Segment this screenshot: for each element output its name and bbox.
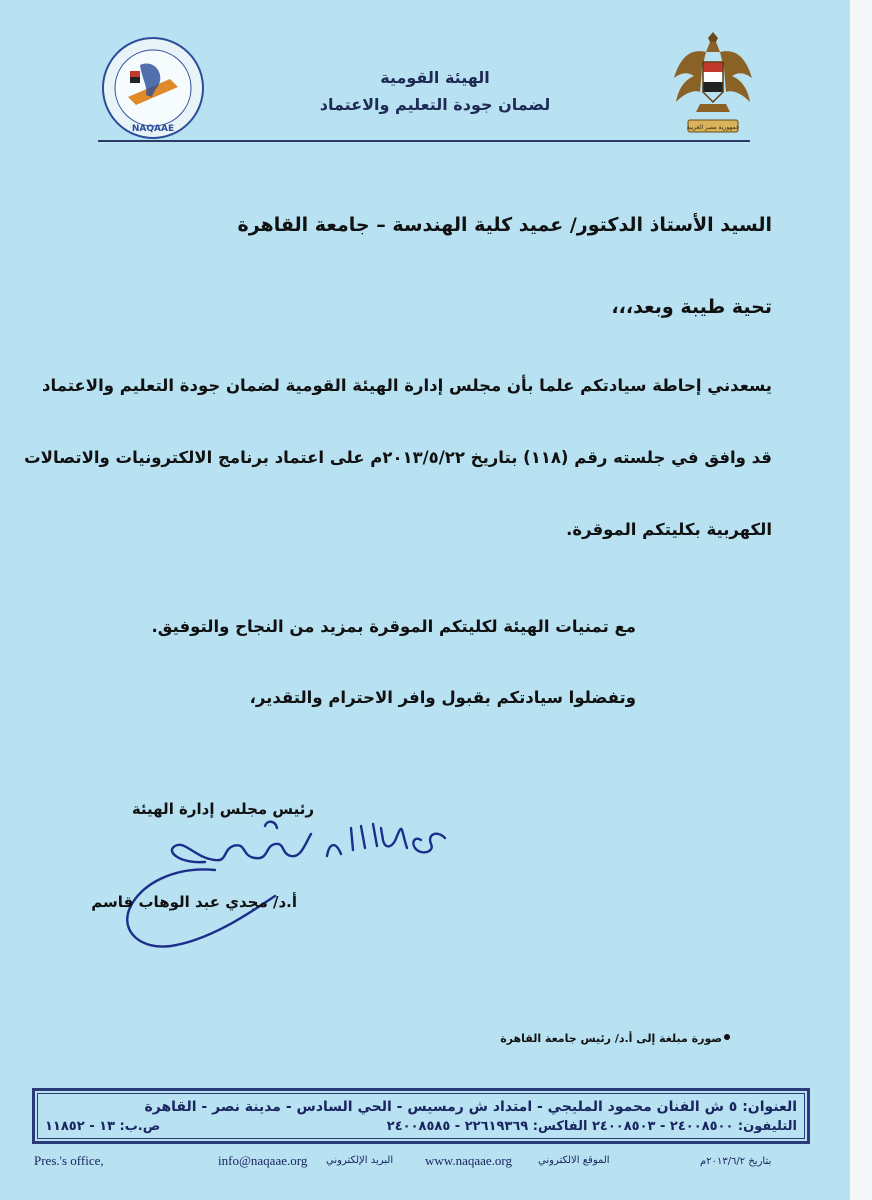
egypt-eagle-emblem [670, 28, 756, 140]
footer-contact-box [32, 1088, 810, 1144]
letter-date: بتاريخ ٢٠١٣/٦/٢م [700, 1156, 772, 1167]
signatory-name: أ.د/ مجدي عبد الوهاب قاسم [91, 893, 297, 911]
letter-body-line1: يسعدني إحاطة سيادتكم علما بأن مجلس إدارة الهيئة القومية لضمان جودة التعليم والاعتماد [42, 376, 772, 395]
cc-note: صورة مبلغة إلى أ.د/ رئيس جامعة القاهرة [500, 1032, 722, 1045]
footer-website-label: الموقع الالكتروني [538, 1155, 610, 1166]
signatory-title: رئيس مجلس إدارة الهيئة [131, 800, 314, 818]
naqaae-logo-text: NAQAAE [131, 124, 175, 134]
letter-greeting: تحية طيبة وبعد،،، [611, 296, 772, 318]
letter-body-line3: الكهربية بكليتكم الموقرة. [566, 520, 772, 539]
footer-website[interactable]: www.naqaae.org [425, 1153, 512, 1168]
org-name-line2: لضمان جودة التعليم والاعتماد [319, 95, 551, 114]
header-divider [98, 140, 750, 142]
naqaae-logo [100, 35, 206, 141]
footer-pobox: ص.ب: ١٣ - ١١٨٥٢ [45, 1119, 161, 1134]
pres-office-label: Pres.'s office, [34, 1153, 104, 1168]
letter-addressee: السيد الأستاذ الدكتور/ عميد كلية الهندسة – جامعة القاهرة [237, 214, 772, 236]
footer-address: العنوان: ٥ ش الفنان محمود المليجي - امتداد ش رمسيس - الحي السادس - مدينة نصر - القاهرة [144, 1099, 797, 1115]
footer-email-label: البريد الإلكتروني [326, 1155, 394, 1166]
letter-closing: وتفضلوا سيادتكم بقبول وافر الاحترام والتقدير، [249, 688, 636, 707]
letter-body-line2: قد وافق في جلسته رقم (١١٨) بتاريخ ٢٠١٣/٥/٢٢م على اعتماد برنامج الالكترونيات والاتصالات [24, 448, 772, 467]
eagle-caption: جمهورية مصر العربية [686, 124, 740, 131]
cc-bullet [724, 1034, 730, 1040]
scan-edge [850, 0, 872, 1200]
letter-wishes: مع تمنيات الهيئة لكليتكم الموقرة بمزيد من النجاح والتوفيق. [151, 617, 636, 636]
org-name-line1: الهيئة القومية [380, 68, 490, 87]
footer-phones: التليفون: ٢٤٠٠٨٥٠٠ - ٢٤٠٠٨٥٠٣ الفاكس: ٢٢٦١٩٣٦٩ - ٢٤٠٠٨٥٨٥ [386, 1119, 797, 1134]
handwritten-signature [115, 800, 460, 960]
footer-email[interactable]: info@naqaae.org [218, 1153, 308, 1168]
